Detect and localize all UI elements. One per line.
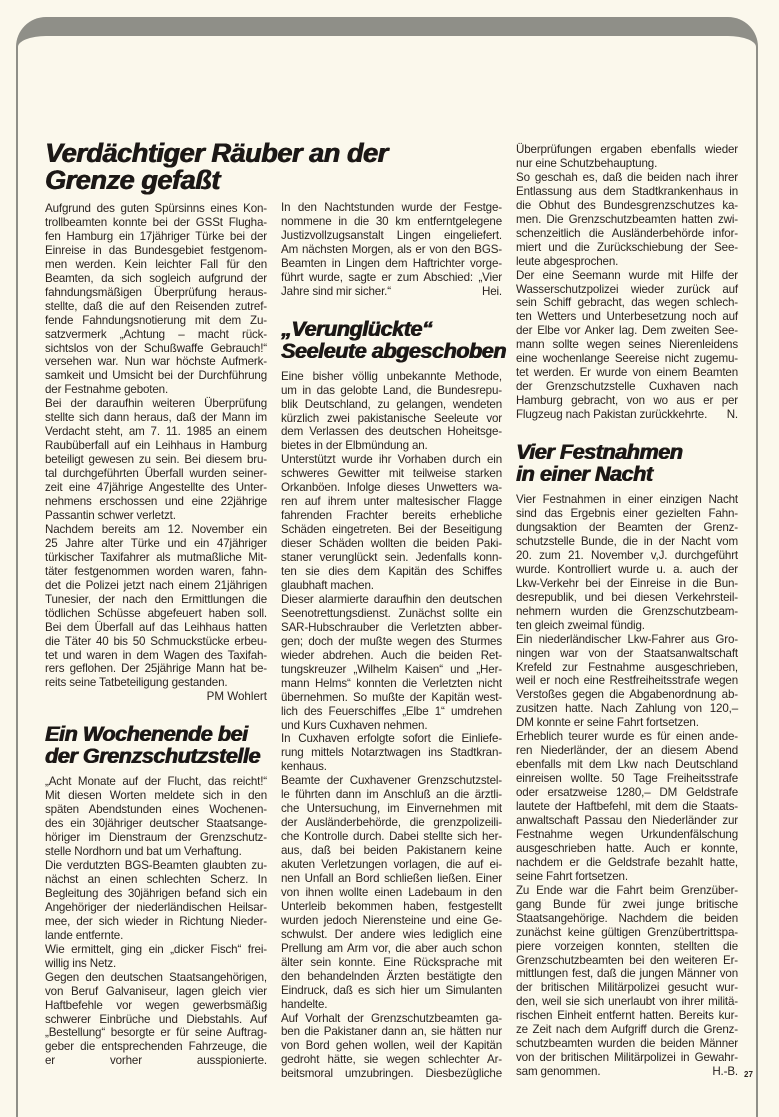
text-line: Zu Ende war die Fahrt beim Grenzüber-: [516, 883, 738, 897]
text-line: von ihnen wollte einen Ladebaum in den: [281, 885, 502, 899]
text-line: tödlichen Schüsse abgefeuert haben soll.: [45, 606, 267, 620]
text-line: gang Bunde für zwei junge britische: [516, 897, 738, 911]
paragraph: [516, 493, 738, 633]
text-line: mann sollte wegen seines Nierenleidens: [516, 338, 738, 352]
text-line: um in das gelobte Land, die Bundesrepu-: [281, 383, 502, 397]
text-line: blik Deutschland, zu gelangen, wendeten: [281, 397, 502, 411]
text-line: nachdem er die Geldstrafe bezahlt hatte,: [516, 855, 738, 869]
text-line: sein Schiff gebracht, das wegen schlech-: [516, 296, 738, 310]
text-line: Haftbefehle vor wegen gewerbsmäßig: [45, 998, 267, 1012]
text-line: [281, 285, 502, 299]
text-line: che Untersuchung, im Einvernehmen mit: [281, 802, 502, 816]
text-line: stellte sich dann heraus, daß der Mann im: [45, 411, 267, 425]
text-line: schutzstelle Bunde, die in der Nacht vom: [516, 534, 738, 548]
text-line: der Elbe vor Anker lag. Dem zweiten See-: [516, 324, 738, 338]
heading-line: Ein Wochenende bei: [45, 722, 248, 747]
text-line: Eine bisher völlig unbekannte Methode,: [281, 369, 502, 383]
text-line: von Bord gehen wollen, weil der Kapitän: [281, 1039, 502, 1053]
text-line: wurden jedoch Nierensteine und eine Ge-: [281, 913, 502, 927]
text-line: anwaltschaft Passau den Niederländer zur: [516, 813, 738, 827]
text-line: ren auf ihrem unter maltesischer Flagge: [281, 495, 502, 509]
text-line: der Ausländerbehörde, die grenzpolizeili-: [281, 816, 502, 830]
text-line: wieder abdrehen. Auch die beiden Ret-: [281, 648, 502, 662]
text-line-content: Flugzeug nach Pakistan zurückkehrte.: [516, 408, 708, 422]
text-line: dungsaktion der Beamten der Grenz-: [516, 520, 738, 534]
text-line: ten sie dies dem Kapitän des Schiffes: [281, 565, 502, 579]
text-line: mann Helms“ konnten die Verletzten nicht: [281, 676, 502, 690]
text-line-content: sam genommen.: [516, 1065, 601, 1079]
text-line: lich des Feuerschiffes „Elbe 1“ umdrehen: [281, 704, 502, 718]
text-line: In den Nachtstunden wurde der Festge-: [281, 201, 502, 214]
text-line: nur eine Schutzbehauptung.: [516, 156, 658, 170]
text-line: Prellung am Arm vor, die aber auch schon: [281, 941, 502, 955]
text-line: Einreise in das Bundesgebiet festgenom-: [45, 243, 267, 257]
text-line: Ein niederländischer Lkw-Fahrer aus Gro-: [516, 632, 738, 646]
text-line: der britischen Militärpolizei gesucht wur-: [516, 981, 738, 995]
text-line: fahrenden Frachter bereits erhebliche: [281, 509, 502, 523]
text-line: schutzbeamten wurden die beiden Männer: [516, 1037, 738, 1051]
paragraph: [45, 202, 267, 397]
text-line: men. Die Grenzschutzbeamten hatten zwi-: [516, 212, 738, 226]
text-line: wurde. Kontrolliert wurde u. a. auch der: [516, 562, 738, 576]
text-line: tet werden. Er wurde von einem Beamten: [516, 366, 738, 380]
text-line: Unterstützt wurde ihr Vorhaben durch ein: [281, 453, 502, 467]
text-line: Justizvollzugsanstalt Lingen eingeliefert.: [281, 228, 502, 242]
text-line: ebenfalls mit dem Lkw nach Deutschland: [516, 758, 738, 772]
text-line: ten Wetters und Unterbesetzung noch auf: [516, 310, 738, 324]
text-line: DM konnte er seine Fahrt fortsetzen.: [516, 716, 699, 730]
text-line: handelte.: [281, 997, 328, 1011]
text-line: Grenzschutzbeamten bei den weiteren Er-: [516, 953, 738, 967]
text-line: die Täter 40 bis 50 Schmuckstücke erbeu-: [45, 634, 267, 648]
page-number: 27: [744, 1070, 753, 1079]
text-line: weil er noch eine Restfreiheitsstrafe wegen: [516, 674, 738, 688]
text-line: mee, der sich wieder in Richtung Nieder-: [45, 914, 267, 928]
text-line: späten Abendstunden eines Wochenen-: [45, 803, 267, 817]
text-line: die Obhut des Bundesgrenzschutzes ka-: [516, 198, 738, 212]
text-line: kenhaus.: [281, 760, 327, 774]
text-line: lautete der Haftbefehl, mit dem die Staats-: [516, 800, 738, 814]
text-line: aus, daß bei beiden Pakistanern keine: [281, 844, 502, 858]
heading-line: Grenze gefaßt: [45, 165, 220, 195]
text-line: gen; doch der mußte wegen des Sturmes: [281, 634, 502, 648]
text-line: glaubhaft machen.: [281, 578, 374, 592]
text-line: So geschah es, daß die beiden nach ihrer: [516, 170, 738, 184]
text-line: Bei der daraufhin weiteren Überprüfung: [45, 397, 267, 411]
paragraph: [45, 397, 267, 523]
text-line: übernehmen. So mußte der Kapitän west-: [281, 690, 502, 704]
text-line: zusitzen hatte. Nach Zahlung von 120,–: [516, 702, 738, 716]
text-line: rers geflohen. Der 25jährige Mann hat be-: [45, 662, 267, 676]
text-line: sichtslos von der Schußwaffe Gebrauch!“: [45, 341, 267, 355]
text-line: fende Fahndungsnotierung mit dem Zu-: [45, 313, 267, 327]
heading-line: der Grenzschutzstelle: [45, 744, 261, 769]
text-line: satzvermerk „Achtung – macht rück-: [45, 327, 267, 341]
text-line: mittlungen fest, daß die jungen Männer von: [516, 967, 738, 981]
text-line: schwerer Einbrüche und Diebstahls. Auf: [45, 1012, 267, 1026]
text-line: nehmern wurden die Grenzschutzbeam-: [516, 604, 738, 618]
text-line: nommene in die 30 km entferntgelegene: [281, 214, 502, 228]
text-line: türkischer Taxifahrer als mutmaßliche Mit-: [45, 550, 267, 564]
text-line: schweres Gewitter mit teilweise starken: [281, 467, 502, 481]
text-line: reits seine Tatbeteiligung gestanden.: [45, 676, 228, 690]
text-line: Beamte der Cuxhavener Grenzschutzstel-: [281, 774, 502, 788]
text-line: und Kurs Cuxhaven nehmen.: [281, 718, 428, 732]
text-line: Tunesier, der nach den Ermittlungen die: [45, 592, 267, 606]
text-line: Verdacht steht, am 7. 11. 1985 an einem: [45, 425, 267, 439]
text-line: Krefeld zur Festnahme ausgeschrieben,: [516, 660, 738, 674]
text-line: kürzlich zwei pakistanische Seeleute vor: [281, 411, 502, 425]
text-line: miert und die Zurückschiebung der See-: [516, 240, 738, 254]
text-line: Festnahme wegen Urkundenfälschung: [516, 827, 738, 841]
paragraph: [45, 523, 267, 690]
text-line: versehen war. Nun war höchste Aufmerk-: [45, 355, 267, 369]
text-line: Bei dem Überfall auf das Leihhaus hatten: [45, 620, 267, 634]
text-line: Erheblich teurer wurde es für einen ande-: [516, 730, 738, 744]
text-line: eine wochenlange Seereise nicht zugemu-: [516, 352, 738, 366]
text-line: fahndungsmäßigen Überprüfung heraus-: [45, 285, 267, 299]
text-line: [516, 408, 738, 422]
text-line: einreisen wollte. 50 Tage Freiheitsstrafe: [516, 772, 738, 786]
text-line: men werden. Kein leichter Fall für den: [45, 257, 267, 271]
text-line: Passantin schwer verletzt.: [45, 508, 176, 522]
text-line: gedroht hätte, sie wegen schlechter Ar-: [281, 1053, 502, 1067]
text-line: sind das Ergebnis einer gezielten Fahn-: [516, 507, 738, 521]
text-line: der Festnahme geboten.: [45, 383, 169, 397]
author-signature: Hei.: [481, 284, 502, 298]
text-line: nehmens erschossen und eine 22jährige: [45, 495, 267, 509]
text-line: Überprüfungen ergaben ebenfalls wieder: [516, 143, 738, 156]
text-line: Begleitung des 30jährigen befand sich ein: [45, 886, 267, 900]
paragraph: [45, 943, 267, 971]
text-line: lande entfernte.: [45, 928, 124, 942]
text-line: „Bestellung“ besorgte er für seine Auftrag-: [45, 1026, 267, 1040]
author-signature: PM Wohlert: [206, 690, 267, 704]
text-line: Unterleib bekommen haben, festgestellt: [281, 899, 502, 913]
text-line: schenzeitlich die Ausländerbehörde infor-: [516, 226, 738, 240]
text-line: fen Hamburg ein 17jähriger Türke bei der: [45, 229, 267, 243]
text-line: höriger im Dienstraum der Grenzschutz-: [45, 831, 267, 845]
text-line: Dieser alarmierte daraufhin den deutschen: [281, 592, 502, 606]
text-line: dem Verlassen des deutschen Hoheitsge-: [281, 425, 502, 439]
text-line: Raubüberfall auf ein Leihhaus in Hamburg: [45, 439, 267, 453]
text-line: willig ins Netz.: [45, 956, 117, 970]
text-line: nen Unfall an Bord schließen ließen. Einer: [281, 871, 502, 885]
text-line: Angehöriger der niederländischen Heilsar-: [45, 900, 267, 914]
text-line: zeit eine 47jährige Angestellte des Unter-: [45, 481, 267, 495]
paragraph: [281, 453, 502, 593]
text-line: beteiligt gewesen zu sein. Bei diesem bru-: [45, 453, 267, 467]
article-heading: [516, 441, 738, 485]
article-heading: [45, 723, 267, 767]
paragraph: [281, 1012, 502, 1082]
text-line: tal durchgeführten Überfall wurden seiner-: [45, 467, 267, 481]
text-line: „Acht Monate auf der Flucht, das reicht!“: [45, 775, 267, 789]
text-line: von der britischen Militärpolizei in Gewahr-: [516, 1051, 738, 1065]
text-line: ren Niederländer, der an diesem Abend: [516, 744, 738, 758]
paragraph: [516, 884, 738, 1079]
text-line: Beamten in Lingen dem Haftrichter vorge-: [281, 256, 502, 270]
article-heading: [45, 138, 388, 195]
text-line: trollbeamten konnte bei der GSSt Flugha-: [45, 215, 267, 229]
paragraph: [281, 593, 502, 733]
text-line: Am nächsten Morgen, als er von den BGS-: [281, 242, 502, 256]
text-line: rischen Einheit entfernt hatten. Bereits kur-: [516, 1009, 738, 1023]
text-line: Hamburg gebracht, von wo aus er per: [516, 394, 738, 408]
column-3: [516, 143, 738, 1079]
text-line: Nachdem bereits am 12. November ein: [45, 522, 267, 536]
author-signature: N.: [726, 408, 738, 422]
text-line: den, weil sie sich unerlaubt von ihrer militä-: [516, 995, 738, 1009]
article-heading: [281, 316, 506, 363]
text-line: 25 Jahre alter Türke und ein 47jähriger: [45, 536, 267, 550]
text-line: seine Fahrt fortsetzen.: [516, 869, 628, 883]
text-line: Beamten, da sich sogleich aufgrund der: [45, 271, 267, 285]
text-line: Die verdutzten BGS-Beamten glaubten zu-: [45, 859, 267, 873]
text-line: täter festgenommen worden waren, fahn-: [45, 564, 267, 578]
text-line: stellte, daß die auf den Reisenden zutref-: [45, 299, 267, 313]
text-line: ten gleich zweimal fündig.: [516, 618, 645, 632]
paragraph: [516, 171, 738, 269]
text-line: ze Zeit nach dem Aufgriff durch die Grenz-: [516, 1023, 738, 1037]
text-line: den behandelnden Ärzten bestätigte den: [281, 969, 502, 983]
text-line: zunächst keine gültigen Grenzübertrittspa-: [516, 925, 738, 939]
text-line: ben die Pakistaner dann an, sie hätten nur: [281, 1025, 502, 1039]
text-line: Gegen den deutschen Staatsangehörigen,: [45, 970, 267, 984]
text-line: bietes in der Elbmündung an.: [281, 439, 428, 453]
text-line: Schäden eingetreten. Bei der Beseitigung: [281, 523, 502, 537]
text-line-content: Jahre sind mir sicher.“: [281, 284, 391, 298]
text-line: er vorher ausspionierte.: [45, 1054, 267, 1068]
text-line: In Cuxhaven erfolgte sofort die Einliefe-: [281, 732, 502, 746]
text-line: nächst an einen schlechten Scherz. In: [45, 872, 267, 886]
text-line: schwulst. Der andere wies lediglich eine: [281, 927, 502, 941]
text-line: Staatsangehörige. Nachdem die beiden: [516, 911, 738, 925]
text-line: 20. zum 21. November v,J. durchgeführt: [516, 548, 738, 562]
heading-line: „Verunglückte“: [281, 316, 433, 341]
text-line: akuten Verletzungen vorlagen, die auf ei-: [281, 858, 502, 872]
text-line: samkeit und Umsicht bei der Durchführung: [45, 369, 267, 383]
text-line: führt wurde, sagte er zum Abschied: „Vier: [281, 270, 502, 284]
text-line: Aufgrund des guten Spürsinns eines Kon-: [45, 202, 267, 215]
text-line: ausgeschrieben hatte. Auch er konnte,: [516, 841, 738, 855]
paragraph: [281, 370, 502, 454]
paragraph: [516, 730, 738, 883]
heading-line: in einer Nacht: [516, 462, 653, 487]
text-line: SAR-Hubschrauber die Verletzten abber-: [281, 620, 502, 634]
text-line: dieser Schäden wollten die beiden Paki-: [281, 537, 502, 551]
text-line: leute abgesprochen.: [516, 254, 619, 268]
text-line: Seenotrettungsdienst. Zunächst sollte ein: [281, 606, 502, 620]
text-line: che Kontrolle durch. Dabei stellte sich her-: [281, 830, 502, 844]
text-line: Vier Festnahmen in einer einzigen Nacht: [516, 493, 738, 507]
text-line: Eindruck, daß es sich hier um Simulanten: [281, 983, 502, 997]
heading-line: Verdächtiger Räuber an der: [45, 138, 388, 168]
text-line: piere vorzeigen konnten, stellten die: [516, 939, 738, 953]
text-line: Entlassung aus dem Stadtkrankenhaus in: [516, 184, 738, 198]
heading-line: Vier Festnahmen: [516, 440, 683, 465]
text-line: ningen war von der Staatsanwaltschaft: [516, 646, 738, 660]
text-line: tungskreuzer „Wilhelm Kaisen“ und „Her-: [281, 662, 502, 676]
text-line: Der eine Seemann wurde mit Hilfe der: [516, 268, 738, 282]
heading-line: Seeleute abgeschoben: [281, 338, 506, 363]
text-line: stelle Nordhorn und bat um Verhaftung.: [45, 845, 242, 859]
text-line: staner verunglückt sein. Jedenfalls konn-: [281, 551, 502, 565]
text-line: oder ersatzweise 1280,– DM Geldstrafe: [516, 786, 738, 800]
paragraph: [516, 633, 738, 731]
text-line: tet und waren in dem Wagen des Taxifah-: [45, 648, 267, 662]
text-line: von Beruf Galvaniseur, lagen gleich vier: [45, 984, 267, 998]
text-line: beitsmoral umzubringen. Diesbezügliche: [281, 1067, 502, 1081]
text-line: der Grenzschutzstelle Cuxhaven nach: [516, 380, 738, 394]
paragraph: [516, 143, 738, 171]
text-line: Wie ermittelt, ging ein „dicker Fisch“ frei-: [45, 942, 267, 956]
paragraph: [45, 971, 267, 1069]
paragraph: [516, 269, 738, 422]
paragraph: [281, 201, 502, 299]
paragraph: [281, 732, 502, 774]
text-line: geber die entsprechenden Fahrzeuge, die: [45, 1040, 267, 1054]
text-line: le führten dann im Anschluß an die ärztli-: [281, 788, 502, 802]
column-2: [281, 201, 506, 1081]
paragraph: [281, 774, 502, 1011]
text-line: det die Polizei jetzt nach einem 21jährigen: [45, 578, 267, 592]
text-line: Lkw-Verkehr bei der Einreise in die Bun-: [516, 576, 738, 590]
text-line: rung mittels Notarztwagen ins Stadtkran-: [281, 746, 502, 760]
text-line: des ein 30jähriger deutscher Staatsange-: [45, 817, 267, 831]
paragraph: [45, 859, 267, 943]
text-line: Verstoßes gegen die Abgabenordnung ab-: [516, 688, 738, 702]
text-line: Wasserschutzpolizei wieder zurück auf: [516, 282, 738, 296]
text-line: älter sein konnte. Eine Rücksprache mit: [281, 955, 502, 969]
text-line: Auf Vorhalt der Grenzschutzbeamten ga-: [281, 1011, 502, 1025]
text-line: [516, 1065, 738, 1079]
text-line: Orkanböen. Infolge dieses Unwetters wa-: [281, 481, 502, 495]
text-line: Mit diesen Worten meldete sich in den: [45, 789, 267, 803]
paragraph: [45, 775, 267, 859]
text-line: desrepublik, und bei diesen Verkehrsteil-: [516, 590, 738, 604]
author-signature: H.-B.: [712, 1065, 738, 1079]
